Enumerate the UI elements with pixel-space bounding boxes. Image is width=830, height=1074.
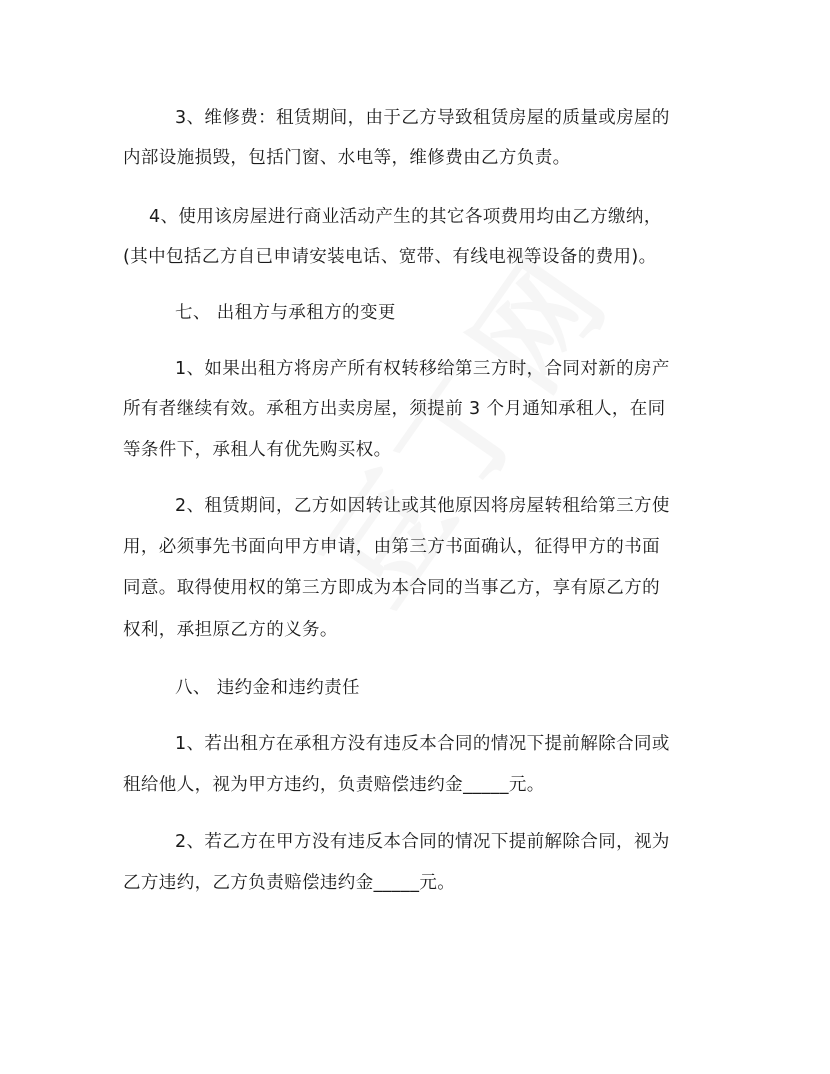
paragraph-line: 乙方违约，乙方负责赔偿违约金_____元。: [123, 873, 456, 893]
paragraph-line: 1、若出租方在承租方没有违反本合同的情况下提前解除合同或: [175, 734, 670, 754]
paragraph-line: 2、若乙方在甲方没有违反本合同的情况下提前解除合同，视为: [175, 832, 670, 852]
paragraph-line: 3、维修费：租赁期间，由于乙方导致租赁房屋的质量或房屋的: [175, 108, 670, 128]
paragraph-line: 权利，承担原乙方的义务。: [123, 620, 338, 640]
paragraph-line: 1、如果出租方将房产所有权转移给第三方时，合同对新的房产: [175, 359, 670, 379]
paragraph-line: 等条件下，承租人有优先购买权。: [123, 440, 392, 460]
paragraph-line: 2、租赁期间，乙方如因转让或其他原因将房屋转租给第三方使: [175, 496, 670, 516]
paragraph-line: 租给他人，视为甲方违约，负责赔偿违约金_____元。: [123, 775, 545, 795]
paragraph-line: (其中包括乙方自已申请安装电话、宽带、有线电视等设备的费用)。: [123, 247, 657, 267]
paragraph-line: 用，必须事先书面向甲方申请，由第三方书面确认，征得甲方的书面: [123, 537, 660, 557]
paragraph-line: 同意。取得使用权的第三方即成为本合同的当事乙方，享有原乙方的: [123, 578, 660, 598]
section-heading: 七、 出租方与承租方的变更: [175, 303, 396, 323]
section-heading: 八、 违约金和违约责任: [175, 678, 360, 698]
paragraph-line: 4、使用该房屋进行商业活动产生的其它各项费用均由乙方缴纳，: [149, 207, 662, 227]
paragraph-line: 内部设施损毁，包括门窗、水电等，维修费由乙方负责。: [123, 148, 571, 168]
paragraph-line: 所有者继续有效。承租方出卖房屋，须提前 3 个月通知承租人，在同: [123, 399, 666, 419]
